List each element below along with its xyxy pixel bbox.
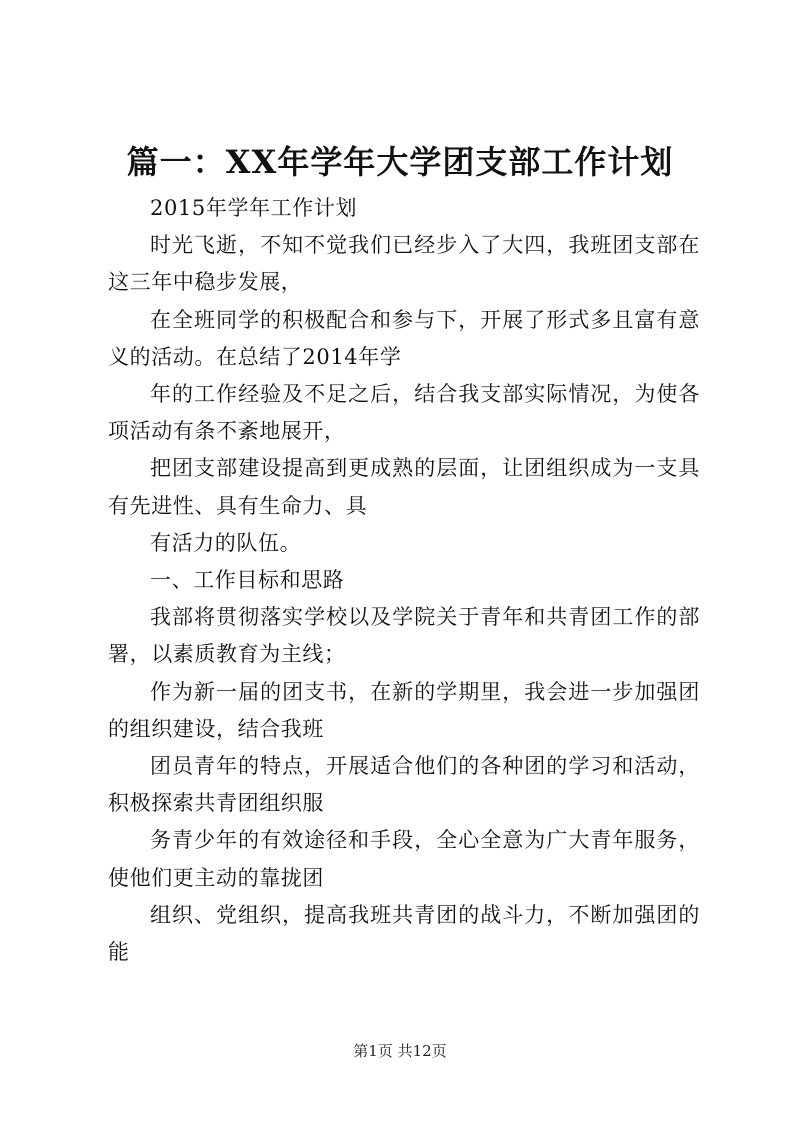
- paragraph: 2015年学年工作计划: [150, 196, 358, 220]
- page-number-footer: 第1页 共12页: [353, 1042, 447, 1060]
- paragraph: 有活力的队伍。: [150, 530, 302, 555]
- paragraph: 作为新一届的团支书，在新的学期里，我会进一步加强团的组织建设，结合我班: [108, 679, 700, 741]
- document-body: [108, 190, 700, 971]
- paragraph: 组织、党组织，提高我班共青团的战斗力，不断加强团的能: [108, 902, 700, 965]
- paragraph: 把团支部建设提高到更成熟的层面，让团组织成为一支具有先进性、具有生命力、具: [108, 456, 700, 518]
- paragraph: 我部将贯彻落实学校以及学院关于青年和共青团工作的部署，以素质教育为主线；: [108, 605, 700, 667]
- paragraph: 年的工作经验及不足之后，结合我支部实际情况，为使各项活动有条不紊地展开，: [108, 382, 700, 444]
- paragraph: 团员青年的特点，开展适合他们的各种团的学习和活动，积极探索共青团组织服: [108, 754, 700, 816]
- paragraph: 务青少年的有效途径和手段，全心全意为广大青年服务，使他们更主动的靠拢团: [108, 828, 700, 890]
- paragraph: 时光飞逝，不知不觉我们已经步入了大四，我班团支部在这三年中稳步发展，: [108, 233, 700, 295]
- section-heading: 一、工作目标和思路: [150, 568, 345, 593]
- paragraph: 在全班同学的积极配合和参与下，开展了形式多且富有意义的活动。在总结了2014年学: [108, 307, 700, 369]
- document-title: 篇一：XX年学年大学团支部工作计划: [126, 143, 674, 181]
